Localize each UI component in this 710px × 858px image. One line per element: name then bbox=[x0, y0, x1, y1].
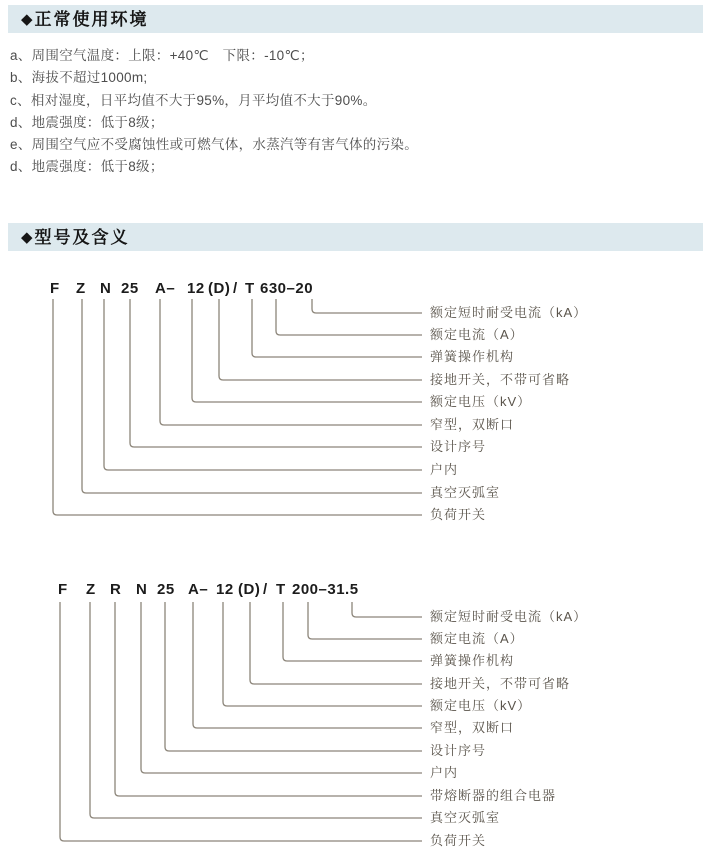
connector-label: 弹簧操作机构 bbox=[430, 653, 515, 668]
connector-line bbox=[141, 602, 422, 773]
connector-line bbox=[53, 299, 422, 515]
list-item: d、地震强度：低于8级； bbox=[10, 159, 164, 175]
connector-label: 真空灭弧室 bbox=[430, 485, 501, 500]
connector-label: 额定电流（A） bbox=[430, 327, 524, 342]
model-token: F bbox=[50, 280, 60, 297]
connector-line bbox=[223, 602, 422, 706]
connector-line bbox=[308, 602, 422, 639]
connector-label: 额定电压（kV） bbox=[430, 394, 532, 409]
model-token: 200–31.5 bbox=[292, 581, 359, 598]
connector-label: 额定电流（A） bbox=[430, 631, 524, 646]
model-token: R bbox=[110, 581, 122, 598]
connector-line bbox=[219, 299, 422, 380]
connector-line bbox=[283, 602, 422, 661]
model-token: / bbox=[233, 280, 238, 297]
connector-label: 接地开关，不带可省略 bbox=[430, 372, 571, 387]
connector-line bbox=[160, 299, 422, 425]
environment-conditions-list bbox=[10, 45, 700, 179]
model-token: 630–20 bbox=[260, 280, 314, 297]
model-token: N bbox=[100, 280, 112, 297]
model-token: (D) bbox=[238, 581, 261, 598]
model-token: 12 bbox=[187, 280, 205, 297]
model-token: / bbox=[263, 581, 268, 598]
list-item: b、海拔不超过1000m; bbox=[10, 70, 148, 86]
section-title-model-meaning: 型号及含义 bbox=[34, 227, 130, 247]
connector-label: 设计序号 bbox=[430, 439, 487, 454]
connector-line bbox=[192, 299, 422, 402]
section-header-normal-use bbox=[8, 5, 703, 33]
connector-line bbox=[193, 602, 422, 728]
connector-label: 接地开关，不带可省略 bbox=[430, 676, 571, 691]
connector-line bbox=[104, 299, 422, 470]
connector-line bbox=[165, 602, 422, 751]
connector-line bbox=[276, 299, 422, 335]
connector-line bbox=[312, 299, 422, 313]
section-title-normal-use: 正常使用环境 bbox=[34, 9, 149, 29]
model-token: N bbox=[136, 581, 148, 598]
model-token: F bbox=[58, 581, 68, 598]
connector-label: 额定短时耐受电流（kA） bbox=[430, 305, 588, 320]
connector-label: 负荷开关 bbox=[430, 507, 487, 522]
list-item: d、地震强度：低于8级； bbox=[10, 114, 164, 130]
connector-label: 真空灭弧室 bbox=[430, 810, 501, 825]
model-token: T bbox=[276, 581, 286, 598]
connector-line bbox=[352, 602, 422, 617]
model-token: 25 bbox=[157, 581, 175, 598]
connector-line bbox=[130, 299, 422, 447]
diamond-bullet-icon: ◆ bbox=[21, 228, 33, 246]
model-token: T bbox=[245, 280, 255, 297]
model-token: (D) bbox=[208, 280, 231, 297]
model-token: A– bbox=[155, 280, 176, 297]
model-token: A– bbox=[188, 581, 209, 598]
list-item: c、相对湿度，日平均值不大于95%，月平均值不大于90%。 bbox=[10, 92, 377, 108]
model-token: 25 bbox=[121, 280, 139, 297]
connector-line bbox=[60, 602, 422, 841]
model-token: 12 bbox=[216, 581, 234, 598]
model-token: Z bbox=[86, 581, 96, 598]
connector-label: 窄型，双断口 bbox=[430, 720, 515, 735]
section-header-model-meaning bbox=[8, 223, 703, 251]
connector-line bbox=[90, 602, 422, 818]
model-token: Z bbox=[76, 280, 86, 297]
list-item: a、周围空气温度：上限：+40℃ 下限：-10℃； bbox=[10, 48, 314, 63]
connector-label: 窄型，双断口 bbox=[430, 417, 515, 432]
connector-label: 额定电压（kV） bbox=[430, 698, 532, 713]
connector-label: 弹簧操作机构 bbox=[430, 349, 515, 364]
connector-label: 设计序号 bbox=[430, 743, 487, 758]
connector-line bbox=[82, 299, 422, 493]
connector-label: 负荷开关 bbox=[430, 833, 487, 848]
diamond-bullet-icon: ◆ bbox=[21, 10, 33, 28]
connector-line bbox=[252, 299, 422, 357]
connector-label: 户内 bbox=[430, 765, 459, 780]
connector-line bbox=[115, 602, 422, 796]
connector-label: 户内 bbox=[430, 462, 459, 477]
connector-line bbox=[250, 602, 422, 684]
connector-label: 额定短时耐受电流（kA） bbox=[430, 609, 588, 624]
list-item: e、周围空气应不受腐蚀性或可燃气体，水蒸汽等有害气体的污染。 bbox=[10, 137, 419, 153]
connector-label: 带熔断器的组合电器 bbox=[430, 788, 557, 803]
